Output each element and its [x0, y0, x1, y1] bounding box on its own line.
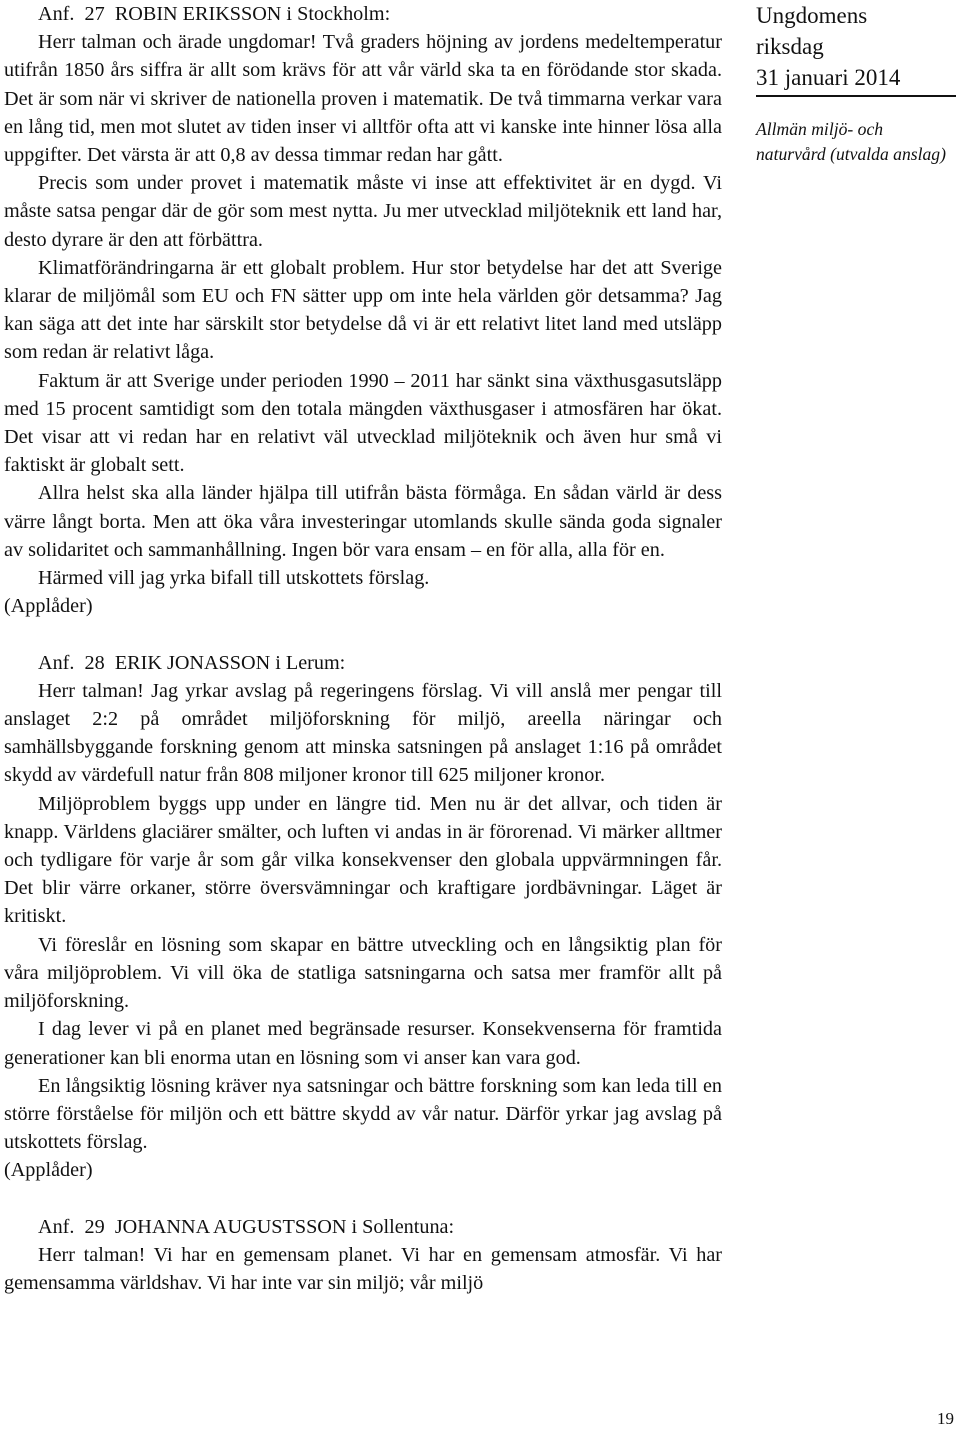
page-number: 19 [937, 1409, 954, 1428]
sidebar-title-line1: Ungdomens [756, 3, 868, 28]
speech-paragraph: Vi föreslår en lösning som skapar en bättre utveckling och en långsiktig plan för våra miljöproblem. Vi vill öka de statliga satsningarna och satsa mer framför allt på miljöforskning. [4, 933, 722, 1013]
applause-note: (Applåder) [4, 1159, 93, 1182]
sidebar-divider [756, 95, 956, 97]
speech-paragraph: Precis som under provet i matematik måste vi inse att effektivitet är en dygd. Vi måste satsa pengar där de gör som mest nytta. Ju mer utvecklad miljöteknik ett land har, desto dyrare är den att förbättra. [4, 172, 722, 251]
speech-paragraph: Herr talman! Jag yrkar avslag på regeringens förslag. Vi vill anslå mer pengar till anslaget 2:2 på området miljöforskning för miljö, areella näringar och samhällsbyggande forskning genom att minska satsningen på anslaget 1:16 på området skydd av värdefull natur från 808 miljoner kronor till 625 miljoner kronor. [4, 679, 722, 787]
sidebar-date: 31 januari 2014 [756, 65, 901, 90]
speech-heading: Anf. 28 ERIK JONASSON i Lerum: [38, 651, 346, 674]
speech-paragraph: Allra helst ska alla länder hjälpa till utifrån bästa förmåga. En sådan värld är dess värre långt borta. Men att öka våra investeringar utomlands skulle sända goda signaler av solidaritet och sammanhållning. Ingen bör vara ensam – en för alla, alla för en. [4, 482, 722, 561]
sidebar-title [756, 0, 960, 93]
margin-sidebar [756, 0, 960, 166]
speech-paragraph: I dag lever vi på en planet med begränsade resurser. Konsekvenserna för framtida generationer kan bli enorma utan en lösning som vi anser kan vara god. [4, 1018, 722, 1069]
speech-paragraph: Härmed vill jag yrka bifall till utskottets förslag. [38, 567, 430, 590]
speech-paragraph: Klimatförändringarna är ett globalt problem. Hur stor betydelse har det att Sverige klarar de miljömål som EU och FN sätter upp om inte hela världen gör detsamma? Jag kan säga att det inte har särskilt stor betydelse då vi är ett relativt litet land med utsläpp som redan är relativt låga. [4, 256, 722, 364]
sidebar-title-line2: riksdag [756, 34, 824, 59]
applause-note: (Applåder) [4, 595, 93, 618]
speech-paragraph: Faktum är att Sverige under perioden 1990 – 2011 har sänkt sina växthusgasutsläpp med 15 procent samtidigt som den totala mängden växthusgaser i atmosfären har ökat. Det visar att vi redan har en relativt väl utvecklad miljöteknik och även hur små vi faktiskt är globalt sett. [4, 369, 722, 477]
speech-column [4, 0, 722, 1297]
speech-paragraph: Herr talman! Vi har en gemensam planet. Vi har en gemensam atmosfär. Vi har gemensamma världshav. Vi har inte var sin miljö; vår miljö [4, 1243, 722, 1295]
speech-paragraph: Herr talman och ärade ungdomar! Två graders höjning av jordens medeltemperatur utifrån 1850 års siffra är allt som krävs för att vår värld ska ta en förödande stor skada. Det är som när vi skriver de nationella proven i matematik. De två timmarna verkar vara en lång tid, men mot slutet av tiden inser vi alltför ofta att vi kanske inte hinner lösa alla uppgifter. Det värsta är att 0,8 av dessa timmar redan har gått. [4, 31, 722, 167]
speech-heading: Anf. 29 JOHANNA AUGUSTSSON i Sollentuna: [38, 1215, 455, 1238]
speech-paragraph: Miljöproblem byggs upp under en längre tid. Men nu är det allvar, och tiden är knapp. Världens glaciärer smälter, och luften vi andas in är förorenad. Vi märker alltmer och tydligare för varje år som går vilka konsekvenser den globala uppvärmningen får. Det blir värre orkaner, större översvämningar och kraftigare jordbävningar. Läget är kritiskt. [4, 792, 722, 928]
speech-27 [4, 0, 722, 620]
speech-28 [4, 649, 722, 1185]
speech-29 [4, 1213, 722, 1298]
sidebar-topic: Allmän miljö- och naturvård (utvalda anslag) [756, 119, 946, 164]
speech-paragraph: En långsiktig lösning kräver nya satsningar och bättre forskning som kan leda till en större förståelse för miljön och ett bättre skydd av vår natur. Därför yrkar jag avslag på utskottets förslag. [4, 1074, 722, 1154]
speech-heading: Anf. 27 ROBIN ERIKSSON i Stockholm: [38, 3, 391, 25]
